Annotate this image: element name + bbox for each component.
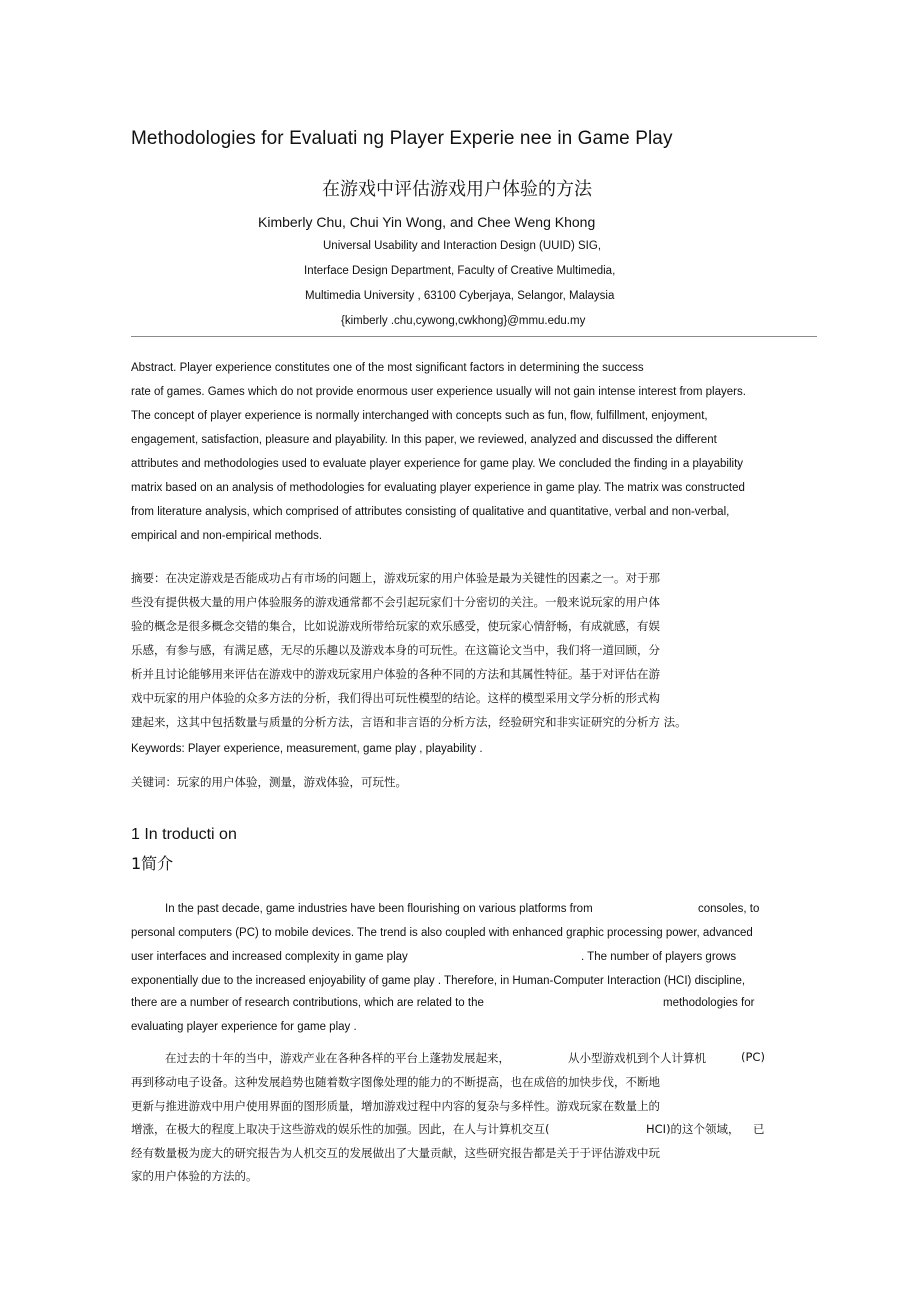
- abstract-zh-line: 建起来，这其中包括数量与质量的分析方法，言语和非言语的分析方法，经验研究和非实证研究的分析方 法。: [131, 715, 687, 729]
- abstract-zh-line: 验的概念是很多概念交错的集合，比如说游戏所带给玩家的欢乐感受，使玩家心情舒畅，有成就感，有娱: [131, 619, 660, 633]
- abstract-line: attributes and methodologies used to evaluate player experience for game play. We concluded the finding in a playability: [131, 458, 744, 470]
- intro-line-tail: consoles, to: [698, 903, 760, 915]
- abstract-line: rate of games. Games which do not provide enormous user experience usually will not gain intense interest from players.: [131, 386, 746, 398]
- intro-zh-line: 在过去的十年的当中，游戏产业在各种各样的平台上蓬勃发展起来，: [165, 1051, 510, 1065]
- intro-line: personal computers (PC) to mobile devices. The trend is also coupled with enhanced graphic processing power, advanced: [131, 927, 753, 939]
- intro-line: exponentially due to the increased enjoyability of game play . Therefore, in Human-Computer Interaction (HCI) discipline,: [131, 975, 746, 987]
- paper-title-chinese: 在游戏中评估游戏用户体验的方法: [322, 179, 592, 200]
- affiliation-line: Universal Usability and Interaction Design (UUID) SIG,: [323, 240, 602, 252]
- section-heading-chinese: 1简介: [131, 854, 174, 873]
- intro-zh-line-mid: 从小型游戏机到个人计算机: [568, 1051, 706, 1065]
- abstract-zh-line: 析并且讨论能够用来评估在游戏中的游戏玩家用户体验的各种不同的方法和其属性特征。基于对评估在游: [131, 667, 660, 681]
- abstract-line: from literature analysis, which comprised of attributes consisting of qualitative and quantitative, verbal and non-verbal,: [131, 506, 730, 518]
- intro-zh-line: 更新与推进游戏中用户使用界面的图形质量，增加游戏过程中内容的复杂与多样性。游戏玩家在数量上的: [131, 1099, 660, 1113]
- affiliation-line: Multimedia University , 63100 Cyberjaya, Selangor, Malaysia: [305, 290, 615, 302]
- section-heading: 1 In troducti on: [131, 826, 237, 843]
- intro-line-tail: . The number of players grows: [581, 951, 737, 963]
- abstract-zh-line: 些没有提供极大量的用户体验服务的游戏通常都不会引起玩家们十分密切的关注。一般来说玩家的用户体: [131, 595, 660, 609]
- intro-zh-line: 经有数量极为庞大的研究报告为人机交互的发展做出了大量贡献，这些研究报告都是关于于评估游戏中玩: [131, 1146, 660, 1160]
- intro-zh-line: 再到移动电子设备。这种发展趋势也随着数字图像处理的能力的不断提高，也在成倍的加快步伐，不断地: [131, 1075, 660, 1089]
- intro-line: there are a number of research contributions, which are related to the: [131, 997, 484, 1009]
- abstract-line: The concept of player experience is normally interchanged with concepts such as fun, flow, fulfillment, enjoyment,: [131, 410, 708, 422]
- abstract-zh-line: 摘要：在决定游戏是否能成功占有市场的问题上，游戏玩家的用户体验是最为关键性的因素之一。对于那: [131, 571, 660, 585]
- abstract-line: Abstract. Player experience constitutes one of the most significant factors in determining the success: [131, 362, 644, 374]
- keywords: Keywords: Player experience, measurement, game play , playability .: [131, 743, 483, 755]
- abstract-zh-line: 乐感，有参与感，有满足感，无尽的乐趣以及游戏本身的可玩性。在这篇论文当中，我们将一道回顾，分: [131, 643, 660, 657]
- title-divider: [131, 336, 817, 337]
- abstract-line: engagement, satisfaction, pleasure and playability. In this paper, we reviewed, analyzed and discussed the different: [131, 434, 717, 446]
- author-emails: {kimberly .chu,cywong,cwkhong}@mmu.edu.my: [341, 315, 586, 327]
- intro-line-tail: methodologies for: [663, 997, 755, 1009]
- intro-zh-line-tail: (PC): [741, 1050, 765, 1064]
- paper-title: Methodologies for Evaluati ng Player Experie nee in Game Play: [131, 128, 673, 149]
- intro-line: evaluating player experience for game play .: [131, 1021, 357, 1033]
- intro-line: In the past decade, game industries have been flourishing on various platforms from: [165, 903, 593, 915]
- author-list: Kimberly Chu, Chui Yin Wong, and Chee Weng Khong: [258, 214, 596, 230]
- intro-zh-line: 家的用户体验的方法的。: [131, 1169, 258, 1183]
- abstract-line: empirical and non-empirical methods.: [131, 530, 323, 542]
- abstract-line: matrix based on an analysis of methodologies for evaluating player experience in game play. The matrix was constructed: [131, 482, 745, 494]
- intro-zh-line: 增涨，在极大的程度上取决于这些游戏的娱乐性的加强。因此，在人与计算机交互(: [131, 1122, 550, 1136]
- affiliation-line: Interface Design Department, Faculty of Creative Multimedia,: [304, 265, 616, 277]
- abstract-zh-line: 戏中玩家的用户体验的众多方法的分析，我们得出可玩性模型的结论。这样的模型采用文学分析的形式构: [131, 691, 660, 705]
- intro-line: user interfaces and increased complexity in game play: [131, 951, 408, 963]
- intro-zh-line-mid: HCI)的这个领域，: [646, 1122, 740, 1136]
- intro-zh-line-tail: 已: [753, 1122, 765, 1136]
- keywords-chinese: 关键词：玩家的用户体验，测量，游戏体验，可玩性。: [131, 775, 407, 789]
